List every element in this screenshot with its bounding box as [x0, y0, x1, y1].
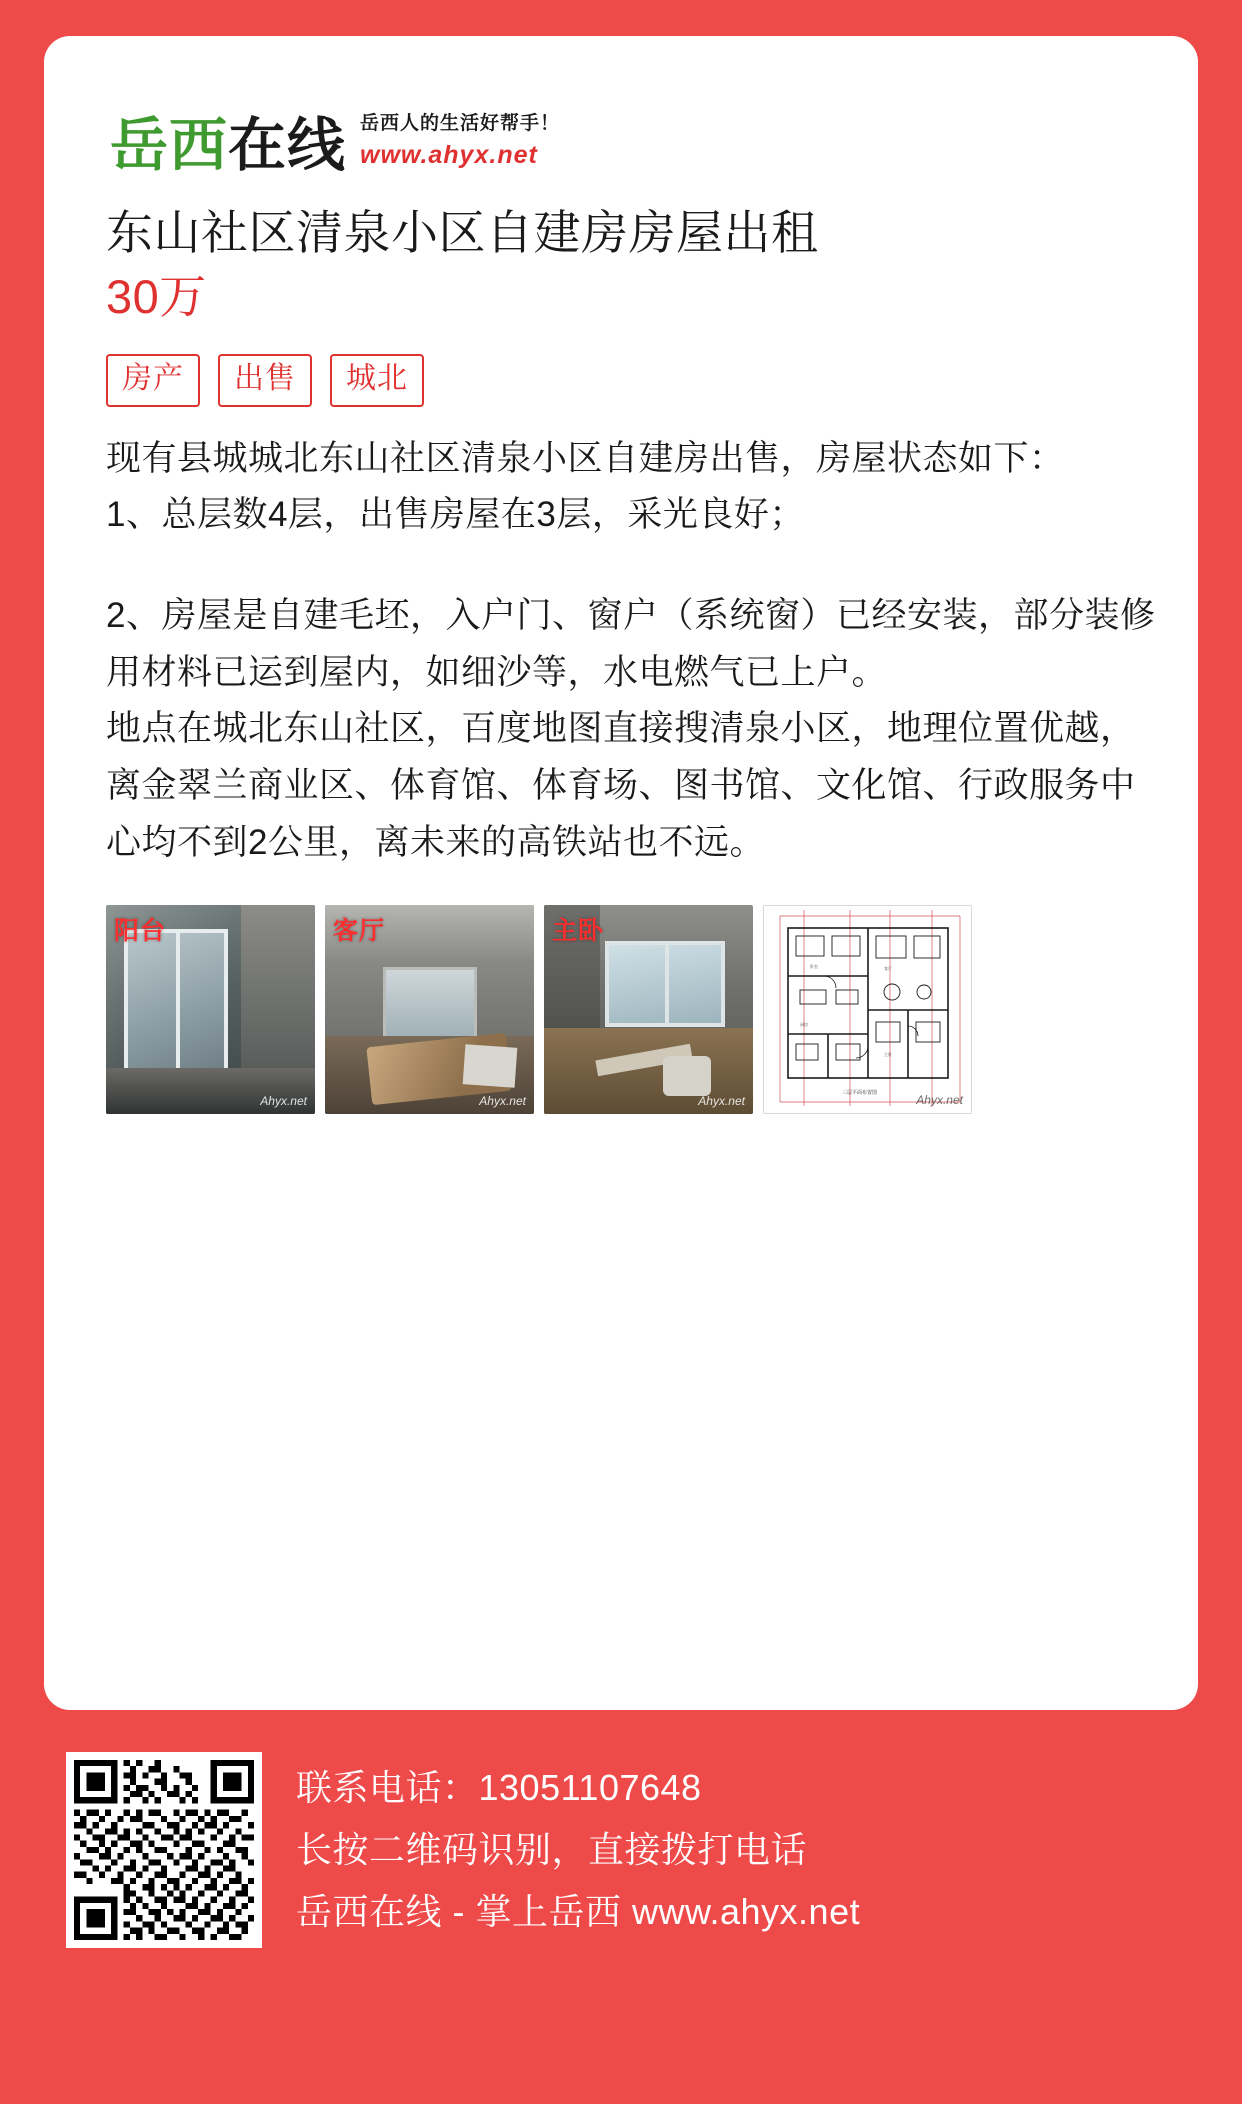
photo-master-bedroom[interactable]: [544, 905, 753, 1114]
photo-gallery: [106, 905, 1158, 1114]
tag-list: [106, 354, 1158, 407]
paragraph-spacer: [106, 544, 1158, 588]
qr-instruction: 长按二维码识别，直接拨打电话: [296, 1829, 808, 1871]
logo-slogan: 岳西人的生活好帮手！: [360, 113, 561, 134]
paragraph-3: 2、房屋是自建毛坯，入户门、窗户（系统窗）已经安装，部分装修用材料已运到屋内，如细沙等，水电燃气已上户。: [106, 595, 1156, 692]
footer-text-group: [296, 1757, 860, 1943]
qr-code-image: [74, 1760, 254, 1940]
svg-text:三层平面布置图: 三层平面布置图: [842, 1090, 878, 1097]
balcony-window-shape: [124, 929, 228, 1079]
photo-label-balcony: 阳台: [114, 917, 167, 946]
bedroom-window-shape: [605, 941, 725, 1027]
tag-type[interactable]: 出售: [218, 354, 312, 407]
floor-plan-drawing: [764, 906, 971, 1113]
logo-url: www.ahyx.net: [360, 141, 538, 169]
svg-text:客厅: 客厅: [884, 966, 892, 972]
logo-tagline-group: [360, 108, 560, 174]
content-card: [44, 36, 1198, 1710]
living-window-shape: [383, 967, 477, 1041]
photo-label-master-bedroom: 主卧: [552, 917, 605, 946]
living-box-shape: [463, 1045, 518, 1089]
paragraph-1: 现有县城城北东山社区清泉小区自建房出售，房屋状态如下：: [106, 438, 1065, 478]
logo-text-green: 岳西: [110, 111, 229, 179]
bedroom-bag-shape: [663, 1056, 711, 1096]
price-label: 30万: [106, 270, 207, 324]
paragraph-4: 地点在城北东山社区，百度地图直接搜清泉小区，地理位置优越，离金翠兰商业区、体育馆、体育场、图书馆、文化馆、行政服务中心均不到2公里，离未来的高铁站也不远。: [106, 709, 1136, 862]
contact-phone: 联系电话：13051107648: [296, 1767, 702, 1809]
photo-watermark: Ahyx.net: [698, 1094, 745, 1109]
photo-living-room[interactable]: [325, 905, 534, 1114]
photo-watermark: Ahyx.net: [916, 1093, 963, 1108]
photo-watermark: Ahyx.net: [479, 1094, 526, 1109]
paragraph-2: 1、总层数4层，出售房屋在3层，采光良好；: [106, 495, 805, 535]
site-logo[interactable]: [110, 78, 1158, 179]
footer-brand: 岳西在线 - 掌上岳西 www.ahyx.net: [296, 1890, 861, 1932]
tag-category[interactable]: 房产: [106, 354, 200, 407]
photo-watermark: Ahyx.net: [260, 1094, 307, 1109]
photo-balcony[interactable]: [106, 905, 315, 1114]
logo-wordmark: [110, 111, 347, 179]
page-title: 东山社区清泉小区自建房房屋出租: [106, 206, 819, 259]
photo-floor-plan[interactable]: [763, 905, 972, 1114]
qr-code[interactable]: [66, 1752, 262, 1948]
svg-text:厨房: 厨房: [800, 1022, 808, 1028]
post-body: [106, 431, 1158, 872]
logo-text-dark: 在线: [228, 111, 347, 179]
photo-label-living-room: 客厅: [333, 917, 386, 946]
contact-footer: [44, 1710, 1198, 1948]
svg-text:主卧: 主卧: [884, 1052, 892, 1058]
tag-area[interactable]: 城北: [330, 354, 424, 407]
svg-text:卧室: 卧室: [810, 964, 818, 970]
